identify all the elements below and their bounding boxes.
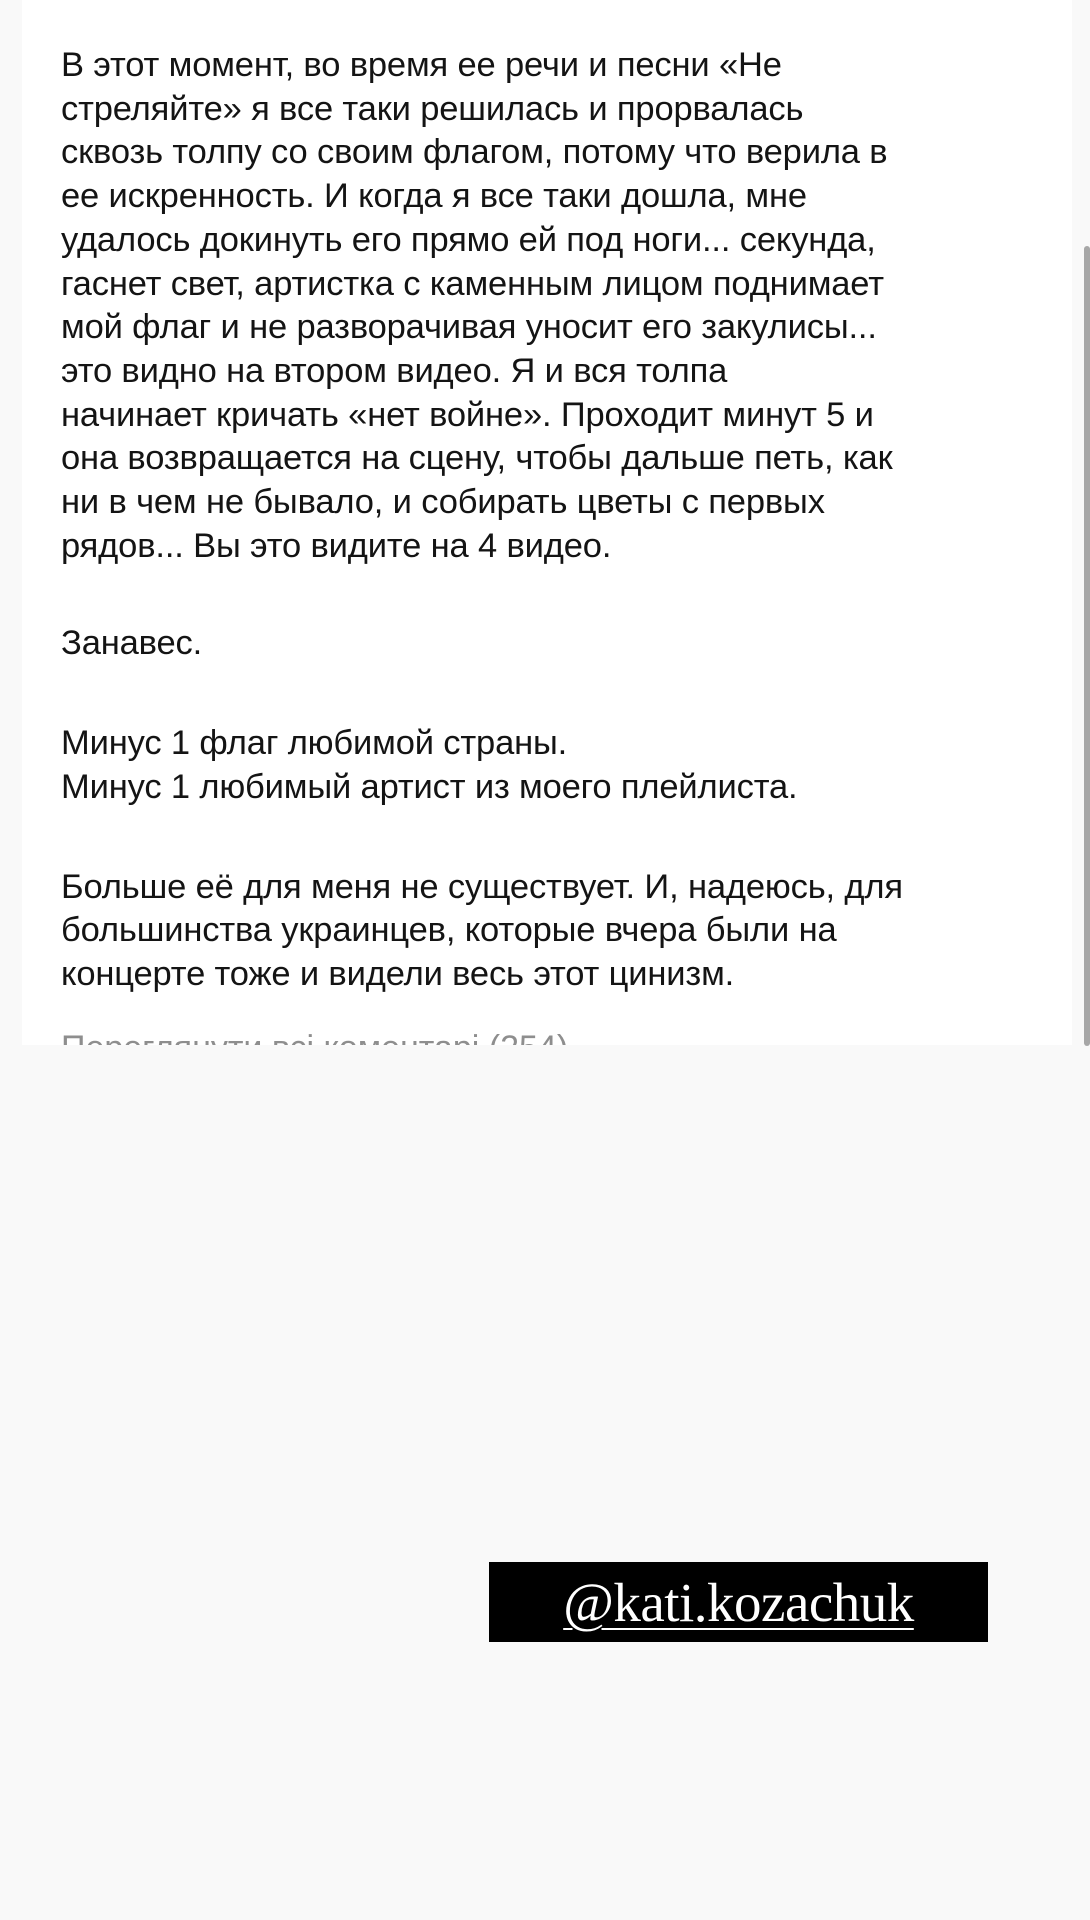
paragraph-spacer: [61, 810, 1051, 866]
scrollbar[interactable]: [1084, 246, 1090, 1046]
post-text: [61, 44, 1051, 997]
mention-sticker[interactable]: [489, 1562, 988, 1642]
post-paragraph-1: В этот момент, во время ее речи и песни «Не стреляйте» я все таки решилась и прорвалась сквозь толпу со своим флагом, потому что верила в ее искренность. И когда я все таки дошла, мне удалось докинуть его прямо ей под ноги... секунда, гаснет свет, артистка с каменным лицом поднимает мой флаг и не разворачивая уносит его закулисы... это видно на втором видео. Я и вся толпа начинает кричать «нет войне». Проходит минут 5 и она возвращается на сцену, чтобы дальше петь, как ни в чем не бывало, и собирать цветы с первых рядов... Вы это видите на 4 видео.: [61, 46, 893, 565]
mention-username[interactable]: @kati.kozachuk: [563, 1571, 914, 1633]
post-paragraph-2: Занавес.: [61, 624, 203, 663]
post-paragraph-3: Минус 1 флаг любимой страны. Минус 1 любимый артист из моего плейлиста.: [61, 724, 798, 806]
post-paragraph-4: Больше её для меня не существует. И, надеюсь, для большинства украинцев, которые вчера были на концерте тоже и видели весь этот цинизм.: [61, 867, 903, 993]
paragraph-spacer: [61, 568, 1051, 622]
screenshot-panel: [22, 0, 1072, 1045]
paragraph-spacer: [61, 666, 1051, 722]
story-background: [0, 1045, 1080, 1920]
